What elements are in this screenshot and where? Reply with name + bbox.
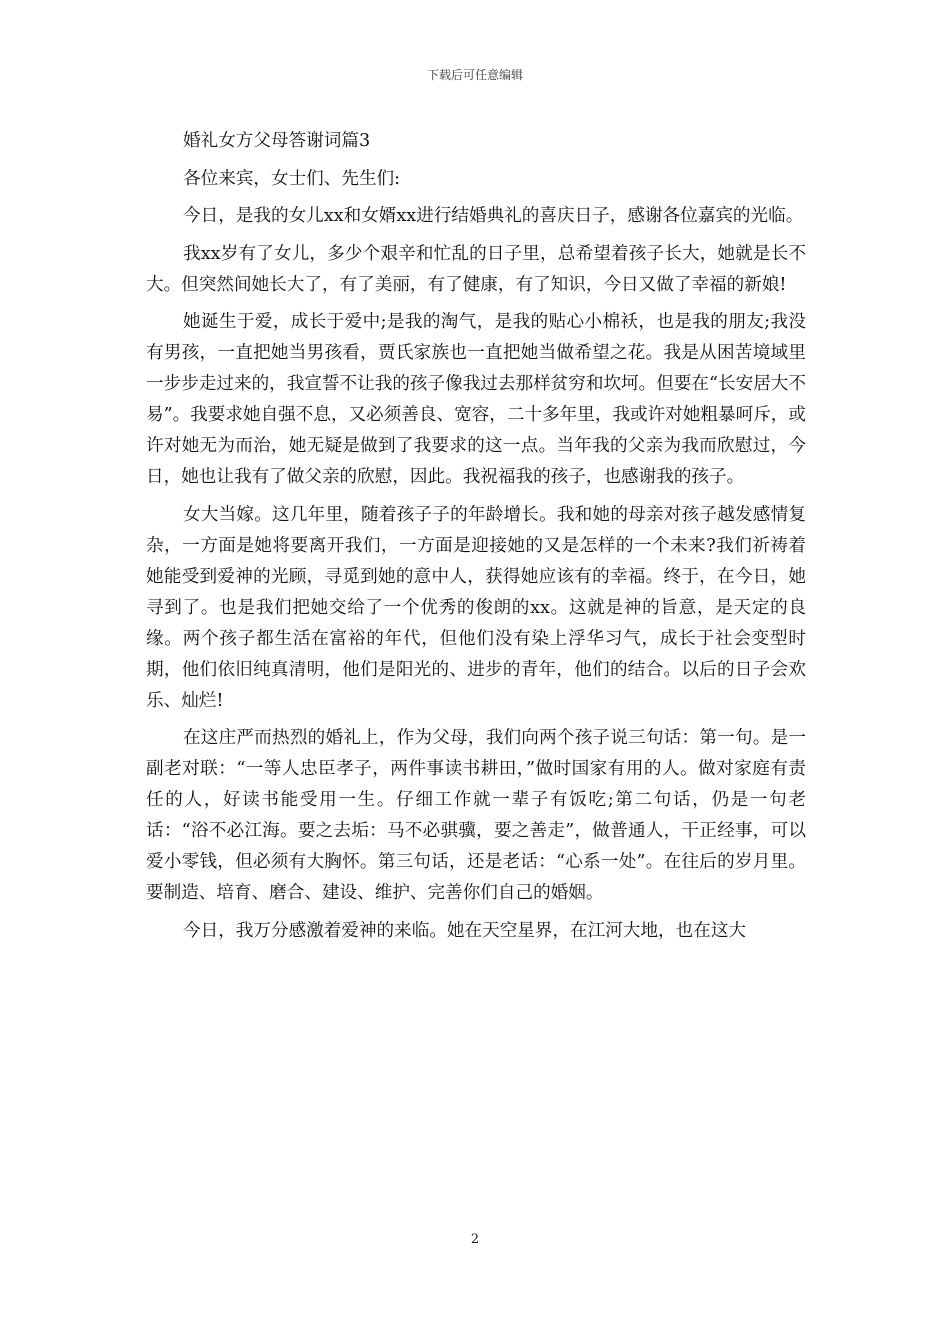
- paragraph-3: 她诞生于爱，成长于爱中;是我的淘气，是我的贴心小棉袄，也是我的朋友;我没有男孩，一直把她当男孩看，贾氏家族也一直把她当做希望之花。我是从困苦境域里一步步走过来的，我宣誓不让我的孩子像我过去那样贫穷和坎坷。但要在“长安居大不易”。我要求她自强不息，又必须善良、宽容，二十多年里，我或许对她粗暴呵斥，或许对她无为而治，她无疑是做到了我要求的这一点。当年我的父亲为我而欣慰过，今日，她也让我有了做父亲的欣慰，因此。我祝福我的孩子，也感谢我的孩子。: [146, 312, 806, 487]
- page-header: 下载后可任意编辑: [426, 68, 523, 82]
- paragraph-6: 今日，我万分感激着爱神的来临。她在天空星界，在江河大地，也在这大: [183, 920, 747, 941]
- document-title: 婚礼女方父母答谢词篇3: [183, 131, 371, 151]
- paragraph-2: 我xx岁有了女儿，多少个艰辛和忙乱的日子里，总希望着孩子长大，她就是长不大。但突然间她长大了，有了美丽，有了健康，有了知识，今日又做了幸福的新娘!: [146, 243, 806, 295]
- paragraph-4: 女大当嫁。这几年里，随着孩子子的年龄增长。我和她的母亲对孩子越发感情复杂，一方面是她将要离开我们，一方面是迎接她的又是怎样的一个未来?我们祈祷着她能受到爱神的光顾，寻觅到她的意中人，获得她应该有的幸福。终于，在今日，她寻到了。也是我们把她交给了一个优秀的俊朗的xx。这就是神的旨意，是天定的良缘。两个孩子都生活在富裕的年代，但他们没有染上浮华习气，成长于社会变型时期，他们依旧纯真清明，他们是阳光的、进步的青年，他们的结合。以后的日子会欢乐、灿烂!: [146, 504, 806, 711]
- paragraph-5: 在这庄严而热烈的婚礼上，作为父母，我们向两个孩子说三句话：第一句。是一副老对联：“一等人忠臣孝子，两件事读书耕田，”做时国家有用的人。做对家庭有责任的人，好读书能受用一生。仔细工作就一辈子有饭吃;第二句话，仍是一句老话：“浴不必江海。要之去垢：马不必骐骥，要之善走”，做普通人，干正经事，可以爱小零钱，但必须有大胸怀。第三句话，还是老话：“心系一处”。在往后的岁月里。要制造、培育、磨合、建设、维护、完善你们自己的婚姻。: [146, 728, 806, 903]
- salutation: 各位来宾，女士们、先生们:: [183, 168, 401, 189]
- page-number: 2: [470, 1232, 480, 1247]
- paragraph-1: 今日，是我的女儿xx和女婿xx进行结婚典礼的喜庆日子，感谢各位嘉宾的光临。: [183, 206, 804, 226]
- document-body: [146, 126, 806, 953]
